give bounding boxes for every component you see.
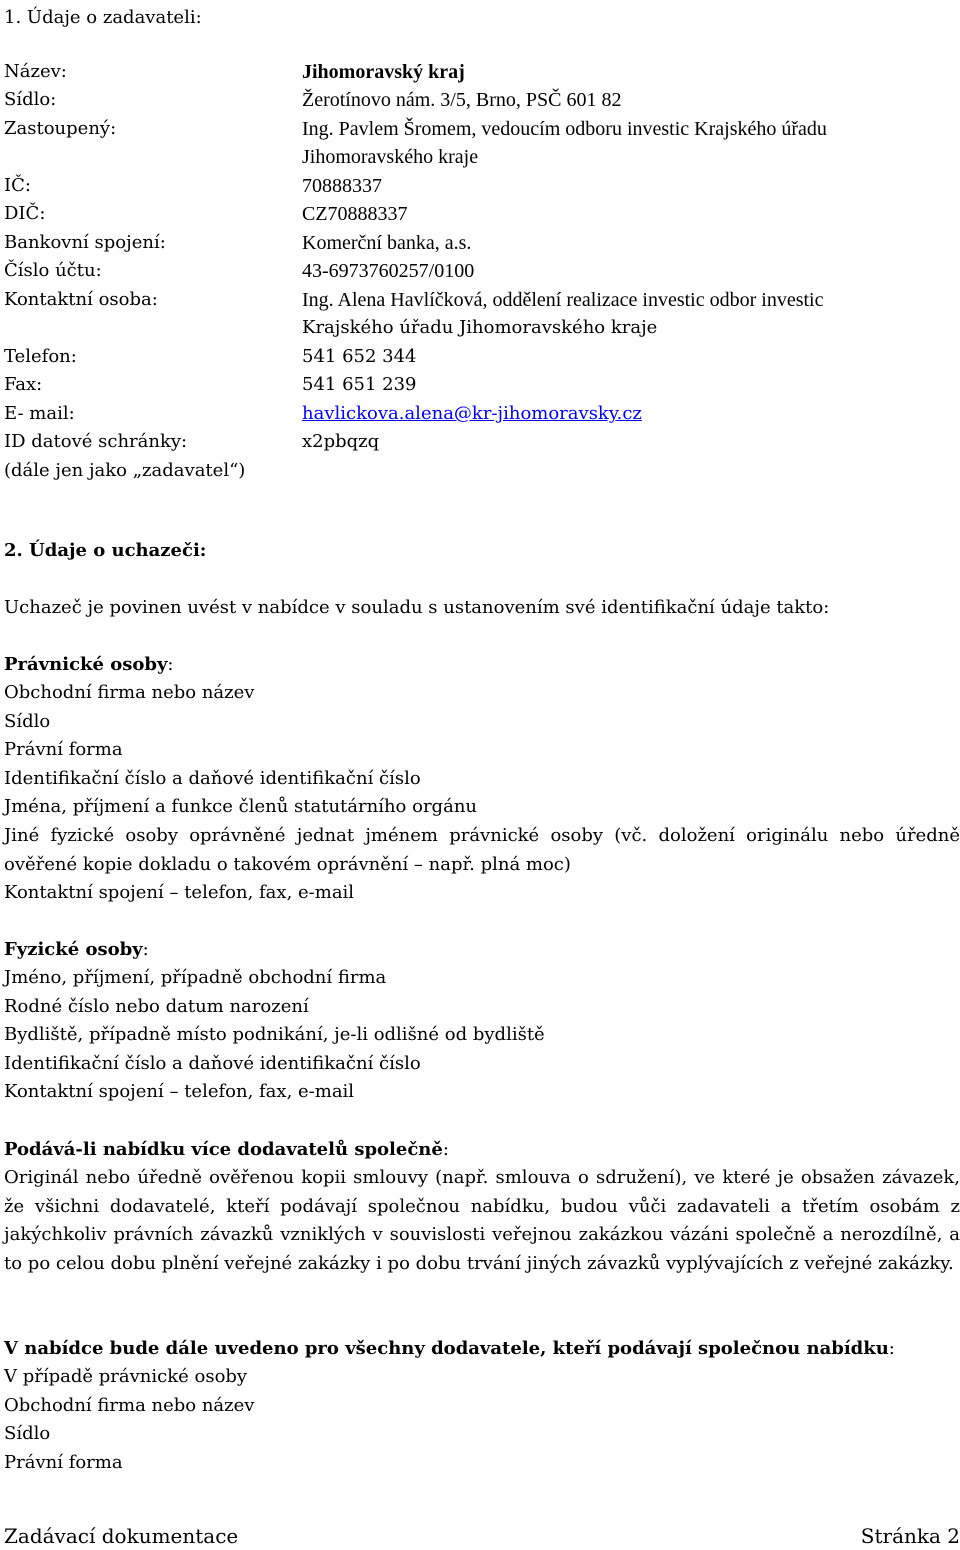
natural-heading-colon: : [142, 939, 149, 960]
natural-item: Kontaktní spojení – telefon, fax, e-mail [4, 1081, 355, 1102]
all-suppliers-item: V případě právnické osoby [4, 1366, 248, 1387]
joint-heading [4, 1136, 449, 1164]
footer-document-name: Zadávací dokumentace [4, 1524, 239, 1548]
natural-item: Jméno, příjmení, případně obchodní firma [4, 967, 387, 988]
natural-item: Identifikační číslo a daňové identifikační číslo [4, 1053, 421, 1074]
legal-item: Identifikační číslo a daňové identifikační číslo [4, 768, 421, 789]
bank-value: Komerční banka, a.s. [302, 232, 472, 254]
all-suppliers-heading [4, 1335, 895, 1363]
hereinafter-note: (dále jen jako „zadavatel“) [4, 460, 246, 481]
email-link[interactable]: havlickova.alena@kr-jihomoravsky.cz [302, 403, 642, 424]
name-value: Jihomoravský kraj [302, 61, 465, 83]
page-footer [4, 1522, 960, 1550]
ic-value: 70888337 [302, 175, 382, 197]
footer-page-number: Stránka 2 [860, 1524, 960, 1548]
all-suppliers-heading-text: V nabídce bude dále uvedeno pro všechny dodavatele, kteří podávají společnou nabídku [4, 1338, 889, 1359]
legal-heading-text: Právnické osoby [4, 654, 168, 675]
section2-title-text: 2. Údaje o uchazeči: [4, 540, 207, 561]
legal-heading [4, 651, 173, 679]
dic-value: CZ70888337 [302, 203, 408, 225]
rep-value-line1: Ing. Pavlem Šromem, vedoucím odboru investic Krajského úřadu [302, 118, 827, 140]
phone-value: 541 652 344 [302, 346, 417, 367]
section2-title [4, 537, 206, 565]
rep-value-line2: Jihomoravského kraje [302, 146, 479, 168]
joint-text: Originál nebo úředně ověřenou kopii smlouvy (např. smlouva o sdružení), ve které je obsažen závazek, že všichni dodavatelé, kteří podávají společnou nabídku, budou vůči zadavateli a třetím osobám z jakýchkoliv právních závazků vzniklých v souvislosti veřejnou zakázkou vázáni společně a nerozdílně, a to po celou dobu plnění veřejné zakázky i po dobu trvání jiných závazků vyplývajících z veřejné zakázky. [4, 1167, 960, 1274]
all-suppliers-item: Právní forma [4, 1452, 123, 1473]
natural-item: Rodné číslo nebo datum narození [4, 996, 309, 1017]
databox-value: x2pbqzq [302, 431, 380, 452]
name-label: Název: [4, 61, 67, 82]
all-suppliers-heading-colon: : [888, 1338, 895, 1359]
email-label: E- mail: [4, 403, 75, 424]
legal-item: Obchodní firma nebo název [4, 682, 255, 703]
fax-value: 541 651 239 [302, 374, 417, 395]
joint-heading-text: Podává-li nabídku více dodavatelů společně [4, 1139, 443, 1160]
fax-label: Fax: [4, 374, 43, 395]
seat-value: Žerotínovo nám. 3/5, Brno, PSČ 601 82 [302, 89, 622, 111]
contact-value-line2: Krajského úřadu Jihomoravského kraje [302, 317, 658, 338]
ic-label: IČ: [4, 175, 31, 196]
joint-heading-colon: : [442, 1139, 449, 1160]
legal-item: Jména, příjmení a funkce členů statutárního orgánu [4, 796, 478, 817]
contact-value-line1: Ing. Alena Havlíčková, oddělení realizace investic odbor investic [302, 289, 824, 311]
section2-intro: Uchazeč je povinen uvést v nabídce v souladu s ustanovením své identifikační údaje takto: [4, 597, 830, 618]
account-label: Číslo účtu: [4, 260, 102, 281]
legal-heading-colon: : [167, 654, 174, 675]
bank-label: Bankovní spojení: [4, 232, 166, 253]
dic-label: DIČ: [4, 203, 46, 224]
section1-title: 1. Údaje o zadavateli: [4, 7, 202, 28]
natural-item: Bydliště, případně místo podnikání, je-li odlišné od bydliště [4, 1024, 545, 1045]
contact-label: Kontaktní osoba: [4, 289, 158, 310]
all-suppliers-item: Sídlo [4, 1423, 51, 1444]
all-suppliers-item: Obchodní firma nebo název [4, 1395, 255, 1416]
natural-heading-text: Fyzické osoby [4, 939, 143, 960]
legal-authorized-persons: Jiné fyzické osoby oprávněné jednat jménem právnické osoby (vč. doložení originálu nebo úředně ověřené kopie dokladu o takovém oprávnění – např. plná moc) [4, 825, 960, 875]
rep-label: Zastoupený: [4, 118, 117, 139]
legal-item: Právní forma [4, 739, 123, 760]
seat-label: Sídlo: [4, 89, 57, 110]
natural-heading [4, 936, 149, 964]
databox-label: ID datové schránky: [4, 431, 188, 452]
legal-item: Sídlo [4, 711, 51, 732]
phone-label: Telefon: [4, 346, 77, 367]
account-value: 43-6973760257/0100 [302, 260, 475, 282]
legal-contact: Kontaktní spojení – telefon, fax, e-mail [4, 882, 355, 903]
